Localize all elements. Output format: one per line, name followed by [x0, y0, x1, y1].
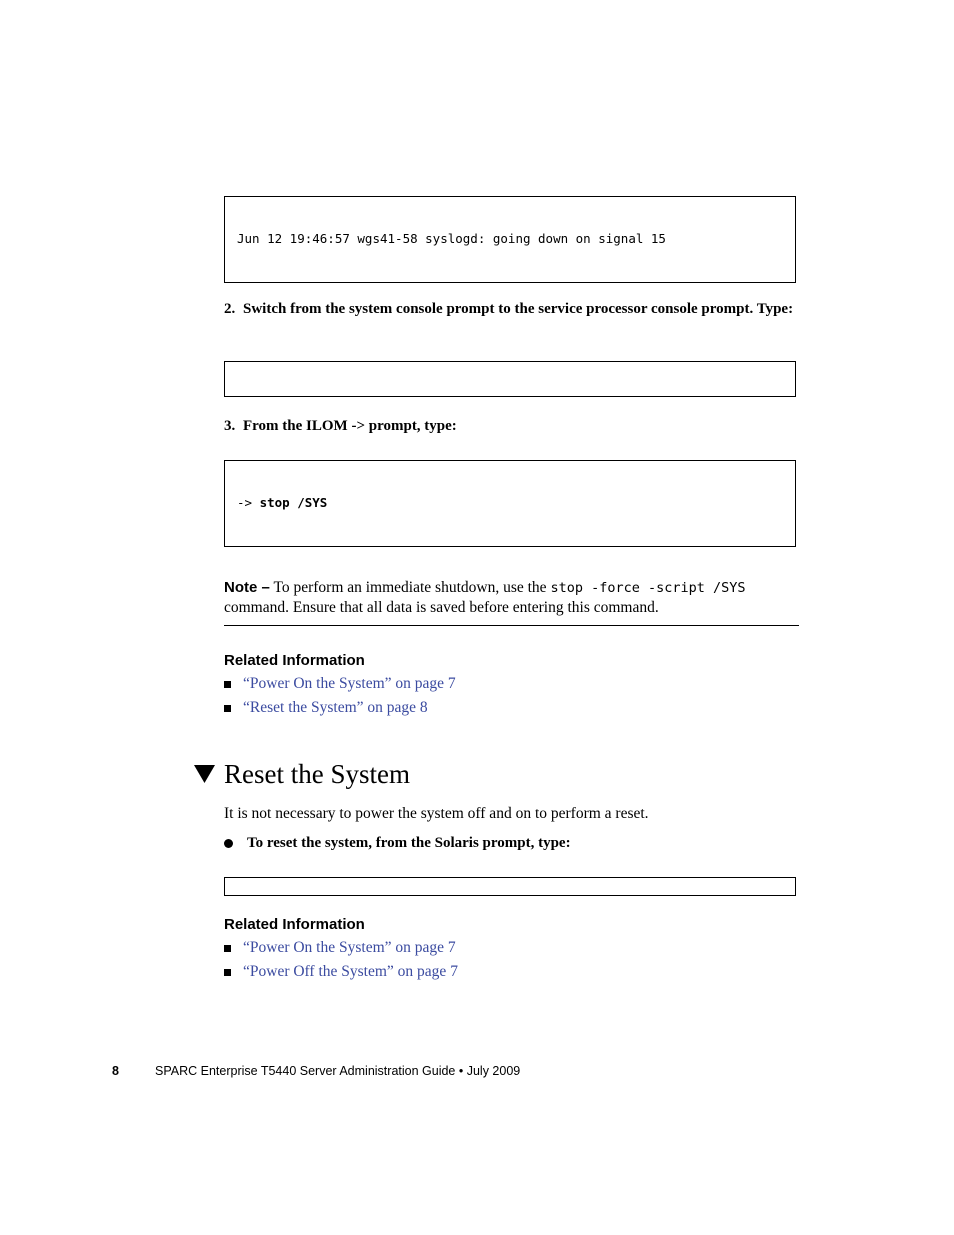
bullet-step [224, 834, 804, 854]
page-number: 8 [112, 1064, 119, 1078]
note-line-2: command. Ensure that all data is saved before entering this command. [224, 599, 659, 616]
step-text: Switch from the system console prompt to the service processor console prompt. Type: [243, 301, 794, 317]
escape-command-block [224, 361, 796, 397]
step-2 [224, 300, 804, 318]
link-power-off-system[interactable]: “Power Off the System” on page 7 [243, 963, 458, 980]
note-label: Note – [224, 579, 270, 596]
step-3 [224, 417, 804, 435]
section-title: Reset the System [224, 759, 410, 789]
code-line [237, 494, 795, 511]
code-line [237, 545, 795, 547]
console-output-block [224, 196, 796, 283]
code-answer [553, 546, 561, 547]
round-bullet-icon [224, 839, 233, 848]
step-text: From the ILOM -> prompt, type: [243, 418, 457, 434]
code-line: Jun 12 19:46:57 wgs41-58 syslogd: going down on signal 15 [237, 231, 666, 246]
step-number: 2. [224, 301, 236, 317]
link-power-on-system[interactable]: “Power On the System” on page 7 [243, 675, 456, 692]
square-bullet-icon [224, 945, 231, 952]
shutdown-command-block [224, 877, 796, 896]
square-bullet-icon [224, 705, 231, 712]
code-command: stop /SYS [259, 495, 328, 510]
note-text: To perform an immediate shutdown, use the [269, 579, 551, 596]
triangle-down-icon [194, 765, 215, 783]
square-bullet-icon [224, 969, 231, 976]
step-number: 3. [224, 418, 236, 434]
stop-sys-block [224, 460, 796, 547]
related-info-heading: Related Information [224, 916, 365, 933]
note-box [224, 578, 799, 626]
code-line [237, 395, 795, 397]
link-reset-system[interactable]: “Reset the System” on page 8 [243, 699, 428, 716]
code-command [260, 396, 275, 397]
footer-separator: • [458, 1064, 464, 1078]
bullet-step-text: To reset the system, from the Solaris prompt, type: [247, 835, 571, 851]
square-bullet-icon [224, 681, 231, 688]
code-prompt [237, 396, 260, 397]
link-power-on-system[interactable]: “Power On the System” on page 7 [243, 939, 456, 956]
footer-book-title: SPARC Enterprise T5440 Server Administration Guide • July 2009 [155, 1064, 521, 1078]
footer-date: July 2009 [466, 1064, 521, 1078]
code-line [237, 281, 795, 283]
section-intro: It is not necessary to power the system off and on to perform a reset. [224, 805, 649, 822]
code-text [237, 546, 553, 547]
related-info-heading: Related Information [224, 652, 365, 669]
note-line-1 [224, 578, 799, 598]
note-command: stop -force -script /SYS [550, 580, 746, 596]
code-prompt: -> [237, 495, 260, 510]
